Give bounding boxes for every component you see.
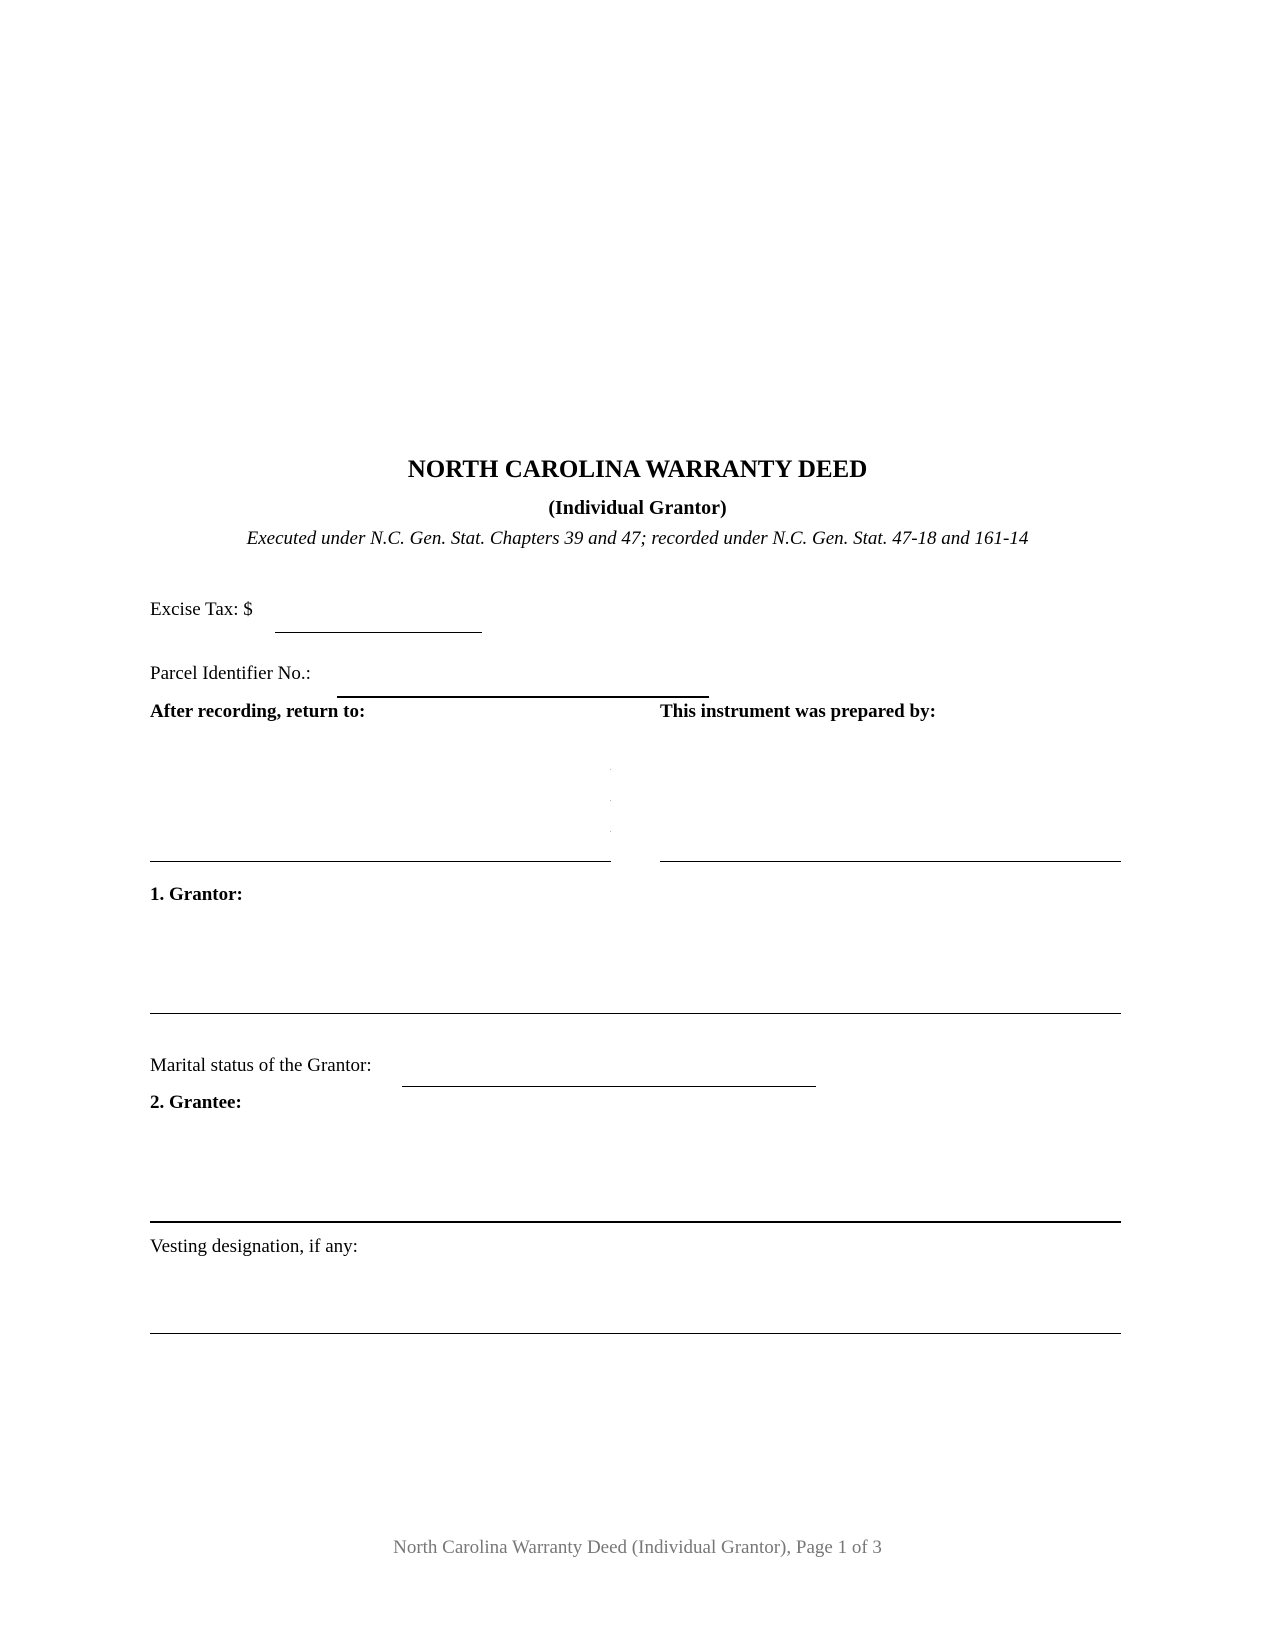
grantee-field[interactable] [150, 1221, 1121, 1223]
prepared-by-field[interactable] [660, 861, 1121, 862]
divider-dot [610, 831, 611, 832]
divider-dot [610, 769, 611, 770]
prepared-by-label: This instrument was prepared by: [660, 701, 936, 722]
excise-tax-field[interactable] [275, 632, 482, 633]
parcel-identifier-field[interactable] [337, 696, 709, 698]
excise-tax-label: Excise Tax: $ [150, 599, 253, 620]
vesting-designation-label: Vesting designation, if any: [150, 1236, 358, 1257]
marital-status-label: Marital status of the Grantor: [150, 1055, 372, 1076]
return-to-label: After recording, return to: [150, 701, 366, 722]
grantee-label: 2. Grantee: [150, 1092, 242, 1113]
document-subtitle: (Individual Grantor) [548, 497, 727, 519]
marital-status-field[interactable] [402, 1086, 816, 1087]
grantor-field[interactable] [150, 1013, 1121, 1014]
grantor-label: 1. Grantor: [150, 884, 243, 905]
parcel-identifier-label: Parcel Identifier No.: [150, 663, 311, 684]
page-footer: North Carolina Warranty Deed (Individual Grantor), Page 1 of 3 [393, 1537, 882, 1558]
vesting-designation-field[interactable] [150, 1333, 1121, 1334]
return-to-field[interactable] [150, 861, 611, 862]
divider-dot [610, 800, 611, 801]
document-title: NORTH CAROLINA WARRANTY DEED [407, 456, 868, 483]
statute-citation: Executed under N.C. Gen. Stat. Chapters 39 and 47; recorded under N.C. Gen. Stat. 47-18 and 161-14 [246, 528, 1029, 549]
